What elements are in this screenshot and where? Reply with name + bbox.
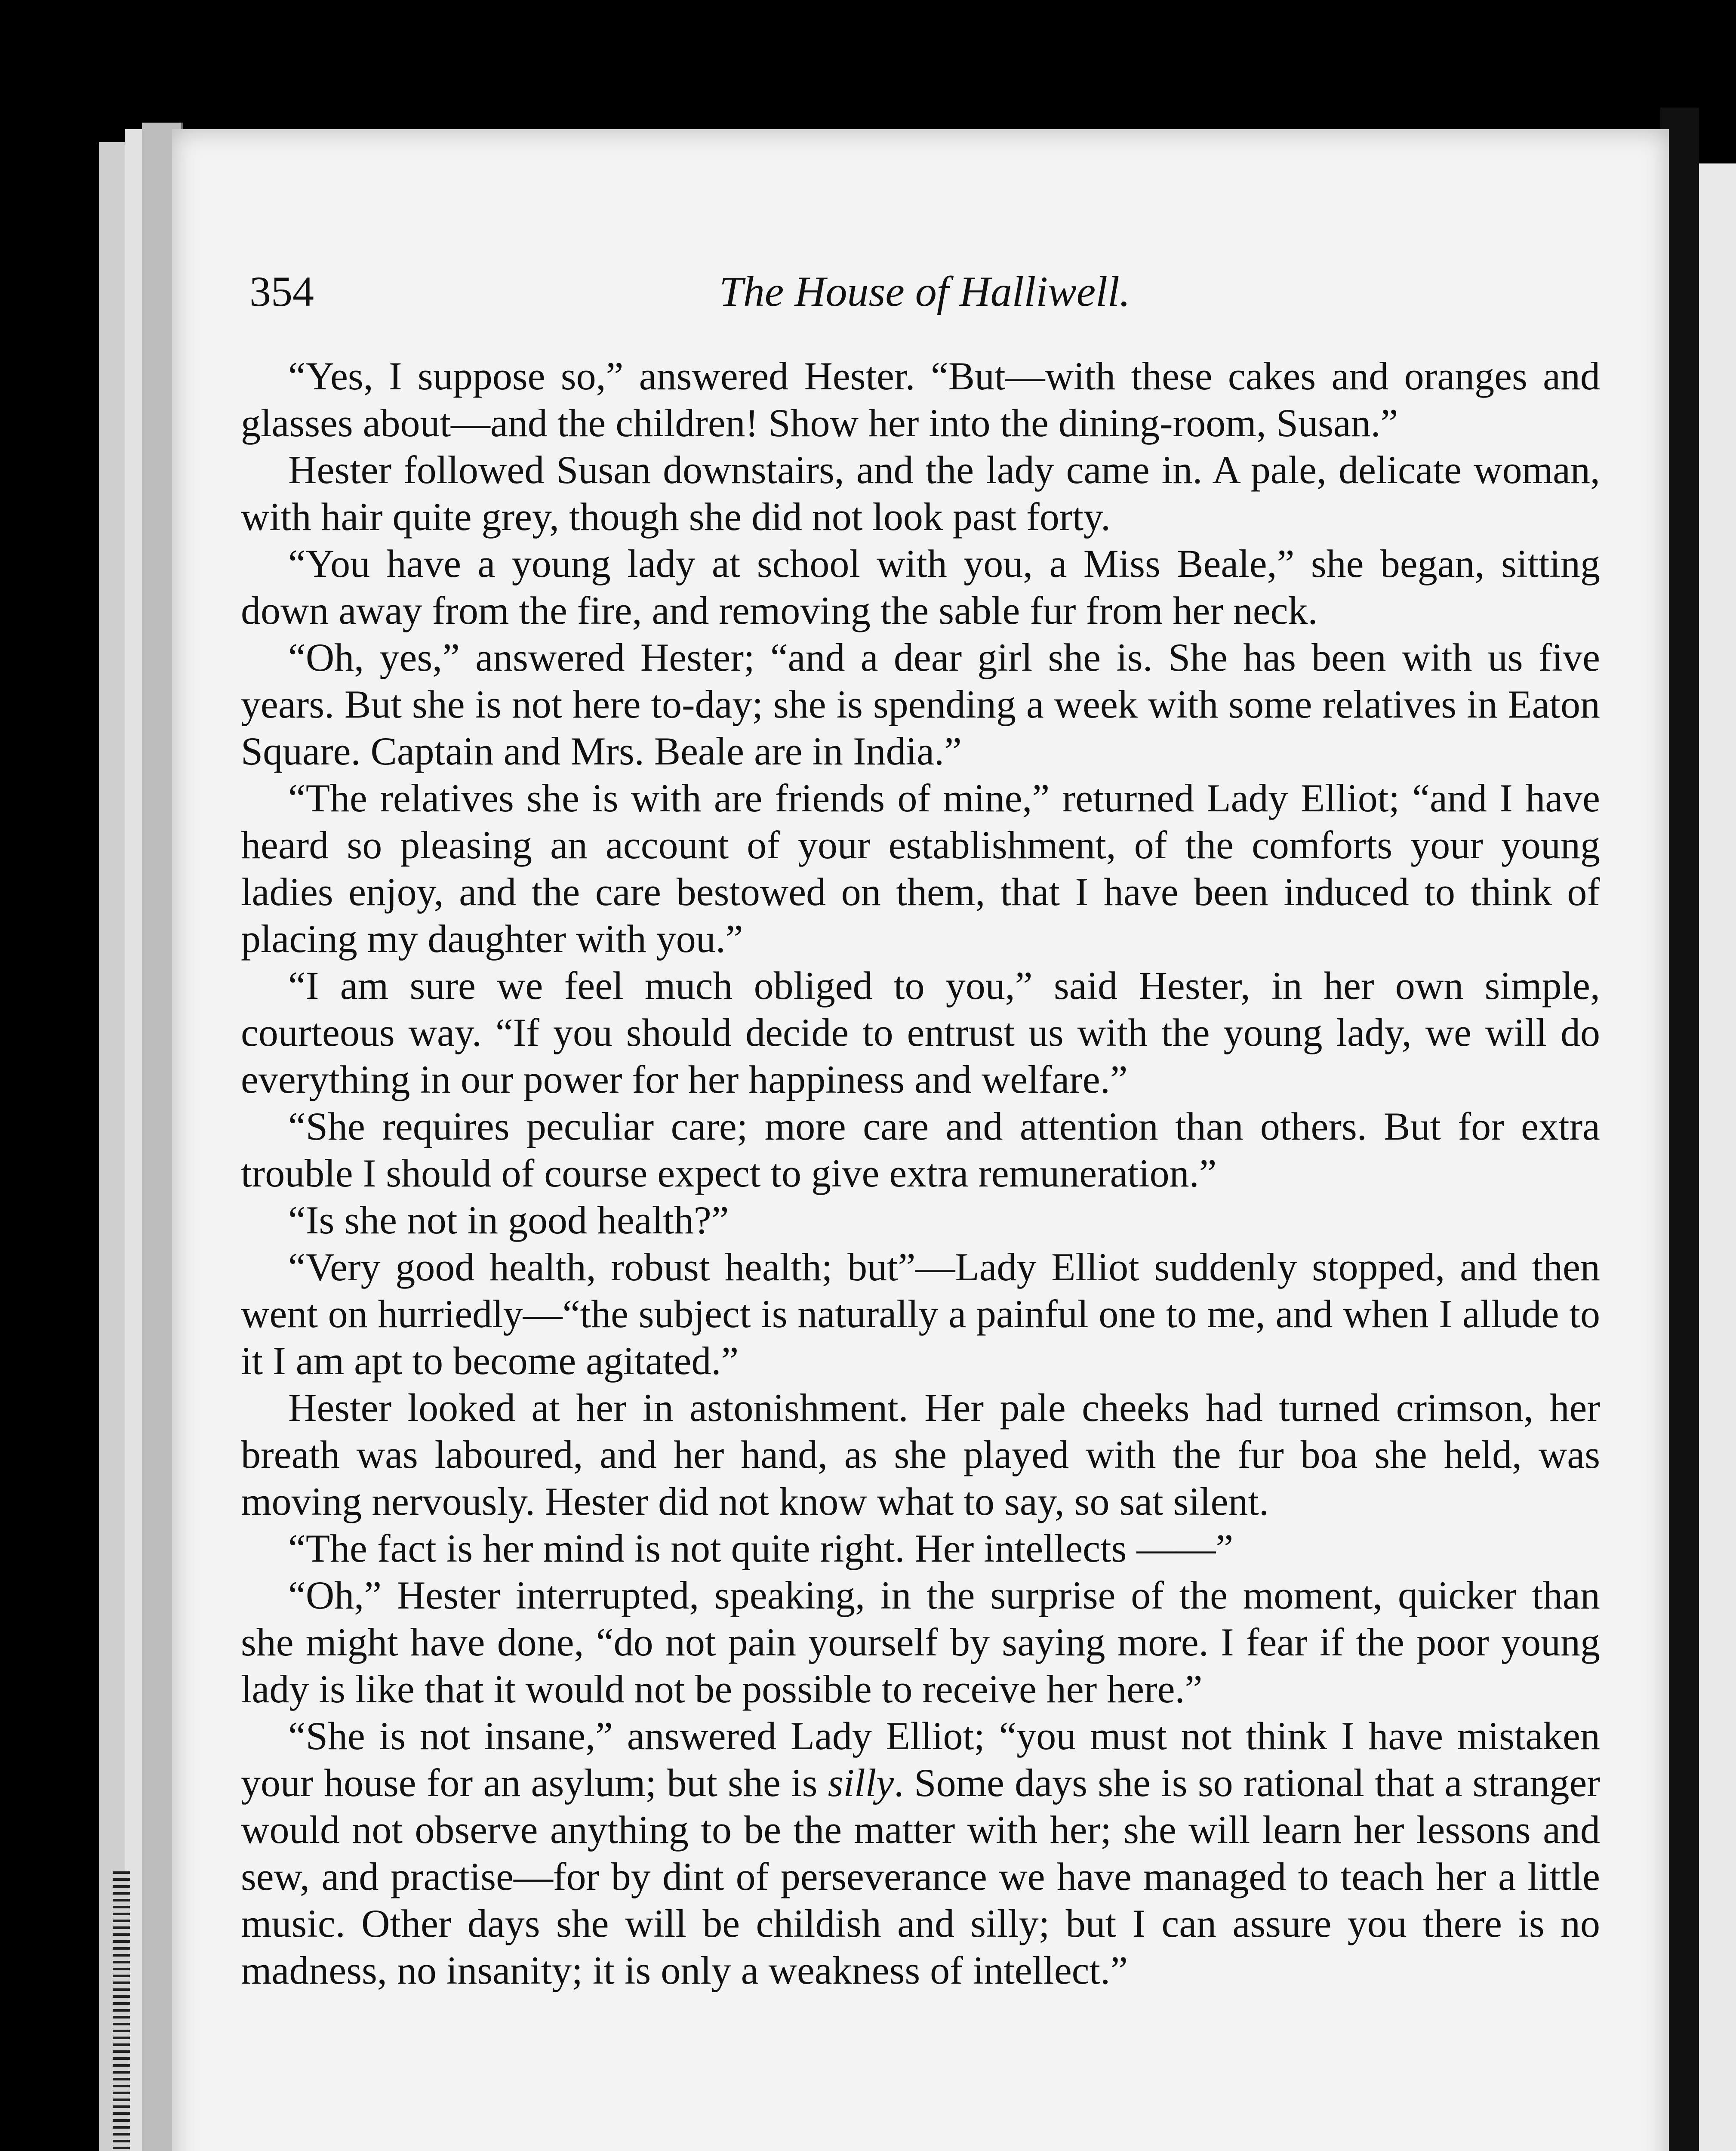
paragraph: “She requires peculiar care; more care and attention than others. But for extra trouble I should of course expect to give extra remuneration.” bbox=[241, 1104, 1600, 1195]
paragraph: “Very good health, robust health; but”—Lady Elliot suddenly stopped, and then went on hurriedly—“the subject is naturally a painful one to me, and when I allude to it I am apt to become agitated.” bbox=[241, 1245, 1600, 1383]
paragraph-text: . Some days she is so rational that a stranger would not observe anything to be the matter with her; she will learn her lessons and sew, and practise—for by dint of perseverance we have managed to teach her a little music. Other days she will be childish and silly; but I can assure you there is no madness, no insanity; it is only a weakness of intellect.” bbox=[241, 1761, 1600, 1992]
paragraph: “The relatives she is with are friends of mine,” returned Lady Elliot; “and I have heard so pleasing an account of your establishment, of the comforts your young ladies enjoy, and the care bestowed on them, that I have been induced to think of placing my daughter with you.” bbox=[241, 776, 1600, 961]
paragraph: “Oh, yes,” answered Hester; “and a dear girl she is. She has been with us five years. But she is not here to-day; she is spending a week with some relatives in Eaton Square. Captain and Mrs. Beale are in India.” bbox=[241, 635, 1600, 773]
paragraph: “Oh,” Hester interrupted, speaking, in the surprise of the moment, quicker than she might have done, “do not pain yourself by saying more. I fear if the poor young lady is like that it would not be possible to receive her here.” bbox=[241, 1573, 1600, 1711]
paragraph: Hester followed Susan downstairs, and the lady came in. A pale, delicate woman, with hair quite grey, though she did not look past forty. bbox=[241, 448, 1600, 539]
binding-marks bbox=[113, 1871, 130, 2151]
paragraph-last bbox=[241, 1713, 1600, 1994]
paragraph: “The fact is her mind is not quite right. Her intellects ——” bbox=[288, 1526, 1234, 1570]
running-title: The House of Halliwell. bbox=[719, 268, 1130, 315]
page-number: 354 bbox=[249, 268, 314, 315]
body-text bbox=[241, 353, 1600, 1994]
page-header bbox=[249, 267, 1600, 336]
paragraph: “I am sure we feel much obliged to you,” said Hester, in her own simple, courteous way. “If you should decide to entrust us with the young lady, we will do everything in our power for her happiness and welfare.” bbox=[241, 964, 1600, 1101]
paragraph-text: “She is not insane,” answered Lady Elliot; “you must not think I have mistaken your house for an asylum; but she is bbox=[241, 1714, 1600, 1805]
paragraph: “Is she not in good health?” bbox=[288, 1198, 729, 1242]
paragraph: Hester looked at her in astonishment. Her pale cheeks had turned crimson, her breath was laboured, and her hand, as she played with the fur boa she held, was moving nervously. Hester did not know what to say, so sat silent. bbox=[241, 1386, 1600, 1523]
paragraph: “Yes, I suppose so,” answered Hester. “But—with these cakes and oranges and glasses about—and the children! Show her into the dining-room, Susan.” bbox=[241, 354, 1600, 445]
paragraph: “You have a young lady at school with you, a Miss Beale,” she began, sitting down away from the fire, and removing the sable fur from her neck. bbox=[241, 542, 1600, 632]
book-page bbox=[172, 129, 1669, 2151]
emphasis-silly: silly bbox=[828, 1761, 894, 1805]
facing-page-edge bbox=[1699, 163, 1736, 2151]
